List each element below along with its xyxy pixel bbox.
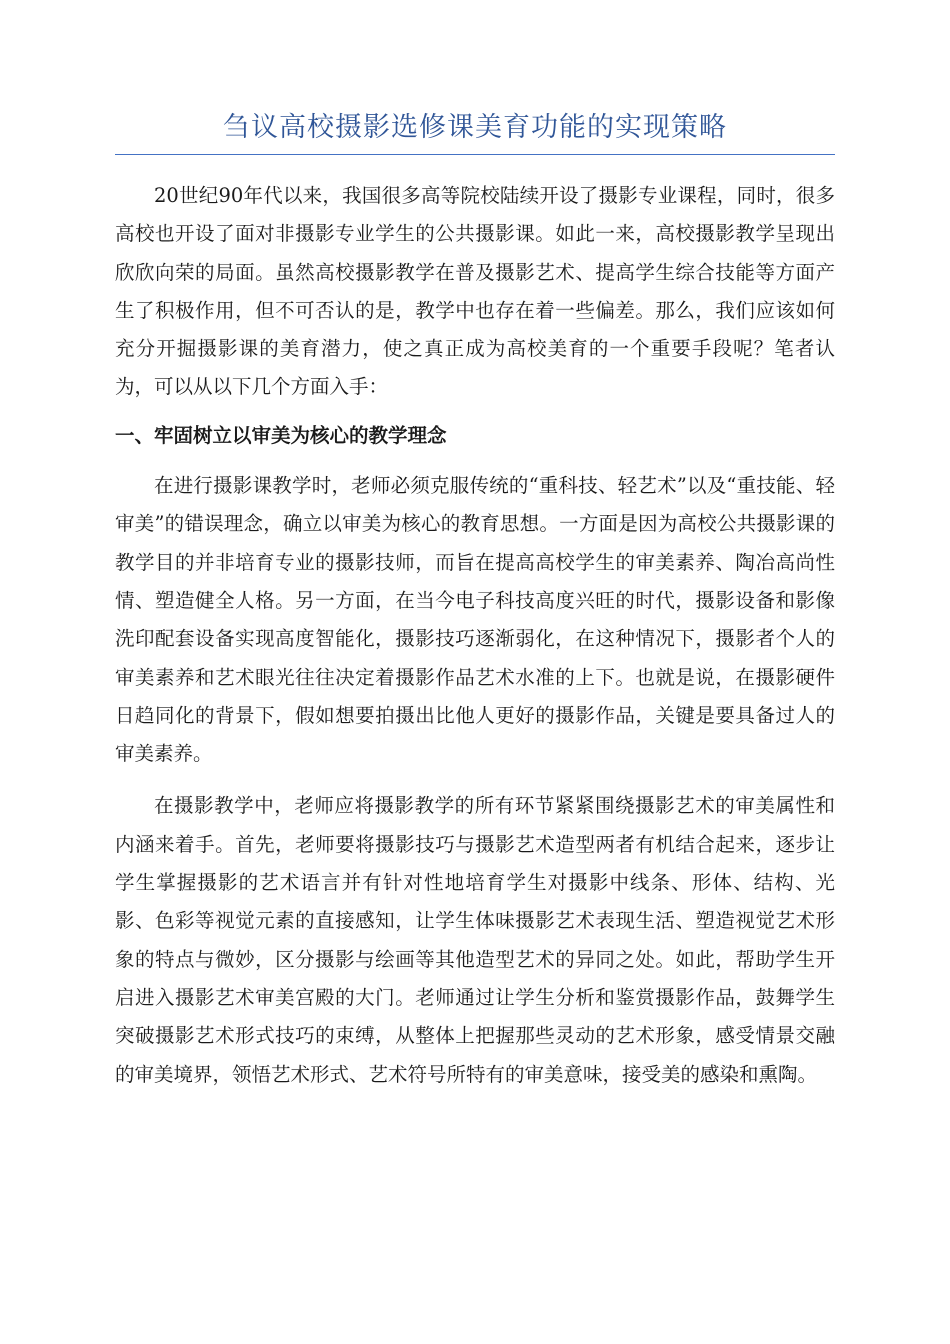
document-title: 刍议高校摄影选修课美育功能的实现策略: [115, 108, 835, 155]
document-body: [115, 177, 835, 1094]
section-1-paragraph-1: 在进行摄影课教学时，老师必须克服传统的“重科技、轻艺术”以及“重技能、轻审美”的错误理念，确立以审美为核心的教育思想。一方面是因为高校公共摄影课的教学目的并非培育专业的摄影技师，而旨在提高高校学生的审美素养、陶冶高尚性情、塑造健全人格。另一方面，在当今电子科技高度兴旺的时代，摄影设备和影像洗印配套设备实现高度智能化，摄影技巧逐渐弱化，在这种情况下，摄影者个人的审美素养和艺术眼光往往决定着摄影作品艺术水准的上下。也就是说，在摄影硬件日趋同化的背景下，假如想要拍摄出比他人更好的摄影作品，关键是要具备过人的审美素养。: [115, 474, 835, 766]
document-page: [115, 108, 835, 1094]
intro-paragraph: 20世纪90年代以来，我国很多高等院校陆续开设了摄影专业课程，同时，很多高校也开设了面对非摄影专业学生的公共摄影课。如此一来，高校摄影教学呈现出欣欣向荣的局面。虽然高校摄影教学在普及摄影艺术、提高学生综合技能等方面产生了积极作用，但不可否认的是，教学中也存在着一些偏差。那么，我们应该如何充分开掘摄影课的美育潜力，使之真正成为高校美育的一个重要手段呢？笔者认为，可以从以下几个方面入手：: [115, 184, 835, 399]
section-1-heading: 一、牢固树立以审美为核心的教学理念: [115, 423, 447, 447]
section-1-paragraph-2: 在摄影教学中，老师应将摄影教学的所有环节紧紧围绕摄影艺术的审美属性和内涵来着手。首先，老师要将摄影技巧与摄影艺术造型两者有机结合起来，逐步让学生掌握摄影的艺术语言并有针对性地培育学生对摄影中线条、形体、结构、光影、色彩等视觉元素的直接感知，让学生体味摄影艺术表现生活、塑造视觉艺术形象的特点与微妙，区分摄影与绘画等其他造型艺术的异同之处。如此，帮助学生开启进入摄影艺术审美宫殿的大门。老师通过让学生分析和鉴赏摄影作品，鼓舞学生突破摄影艺术形式技巧的束缚，从整体上把握那些灵动的艺术形象，感受情景交融的审美境界，领悟艺术形式、艺术符号所特有的审美意味，接受美的感染和熏陶。: [115, 794, 835, 1086]
